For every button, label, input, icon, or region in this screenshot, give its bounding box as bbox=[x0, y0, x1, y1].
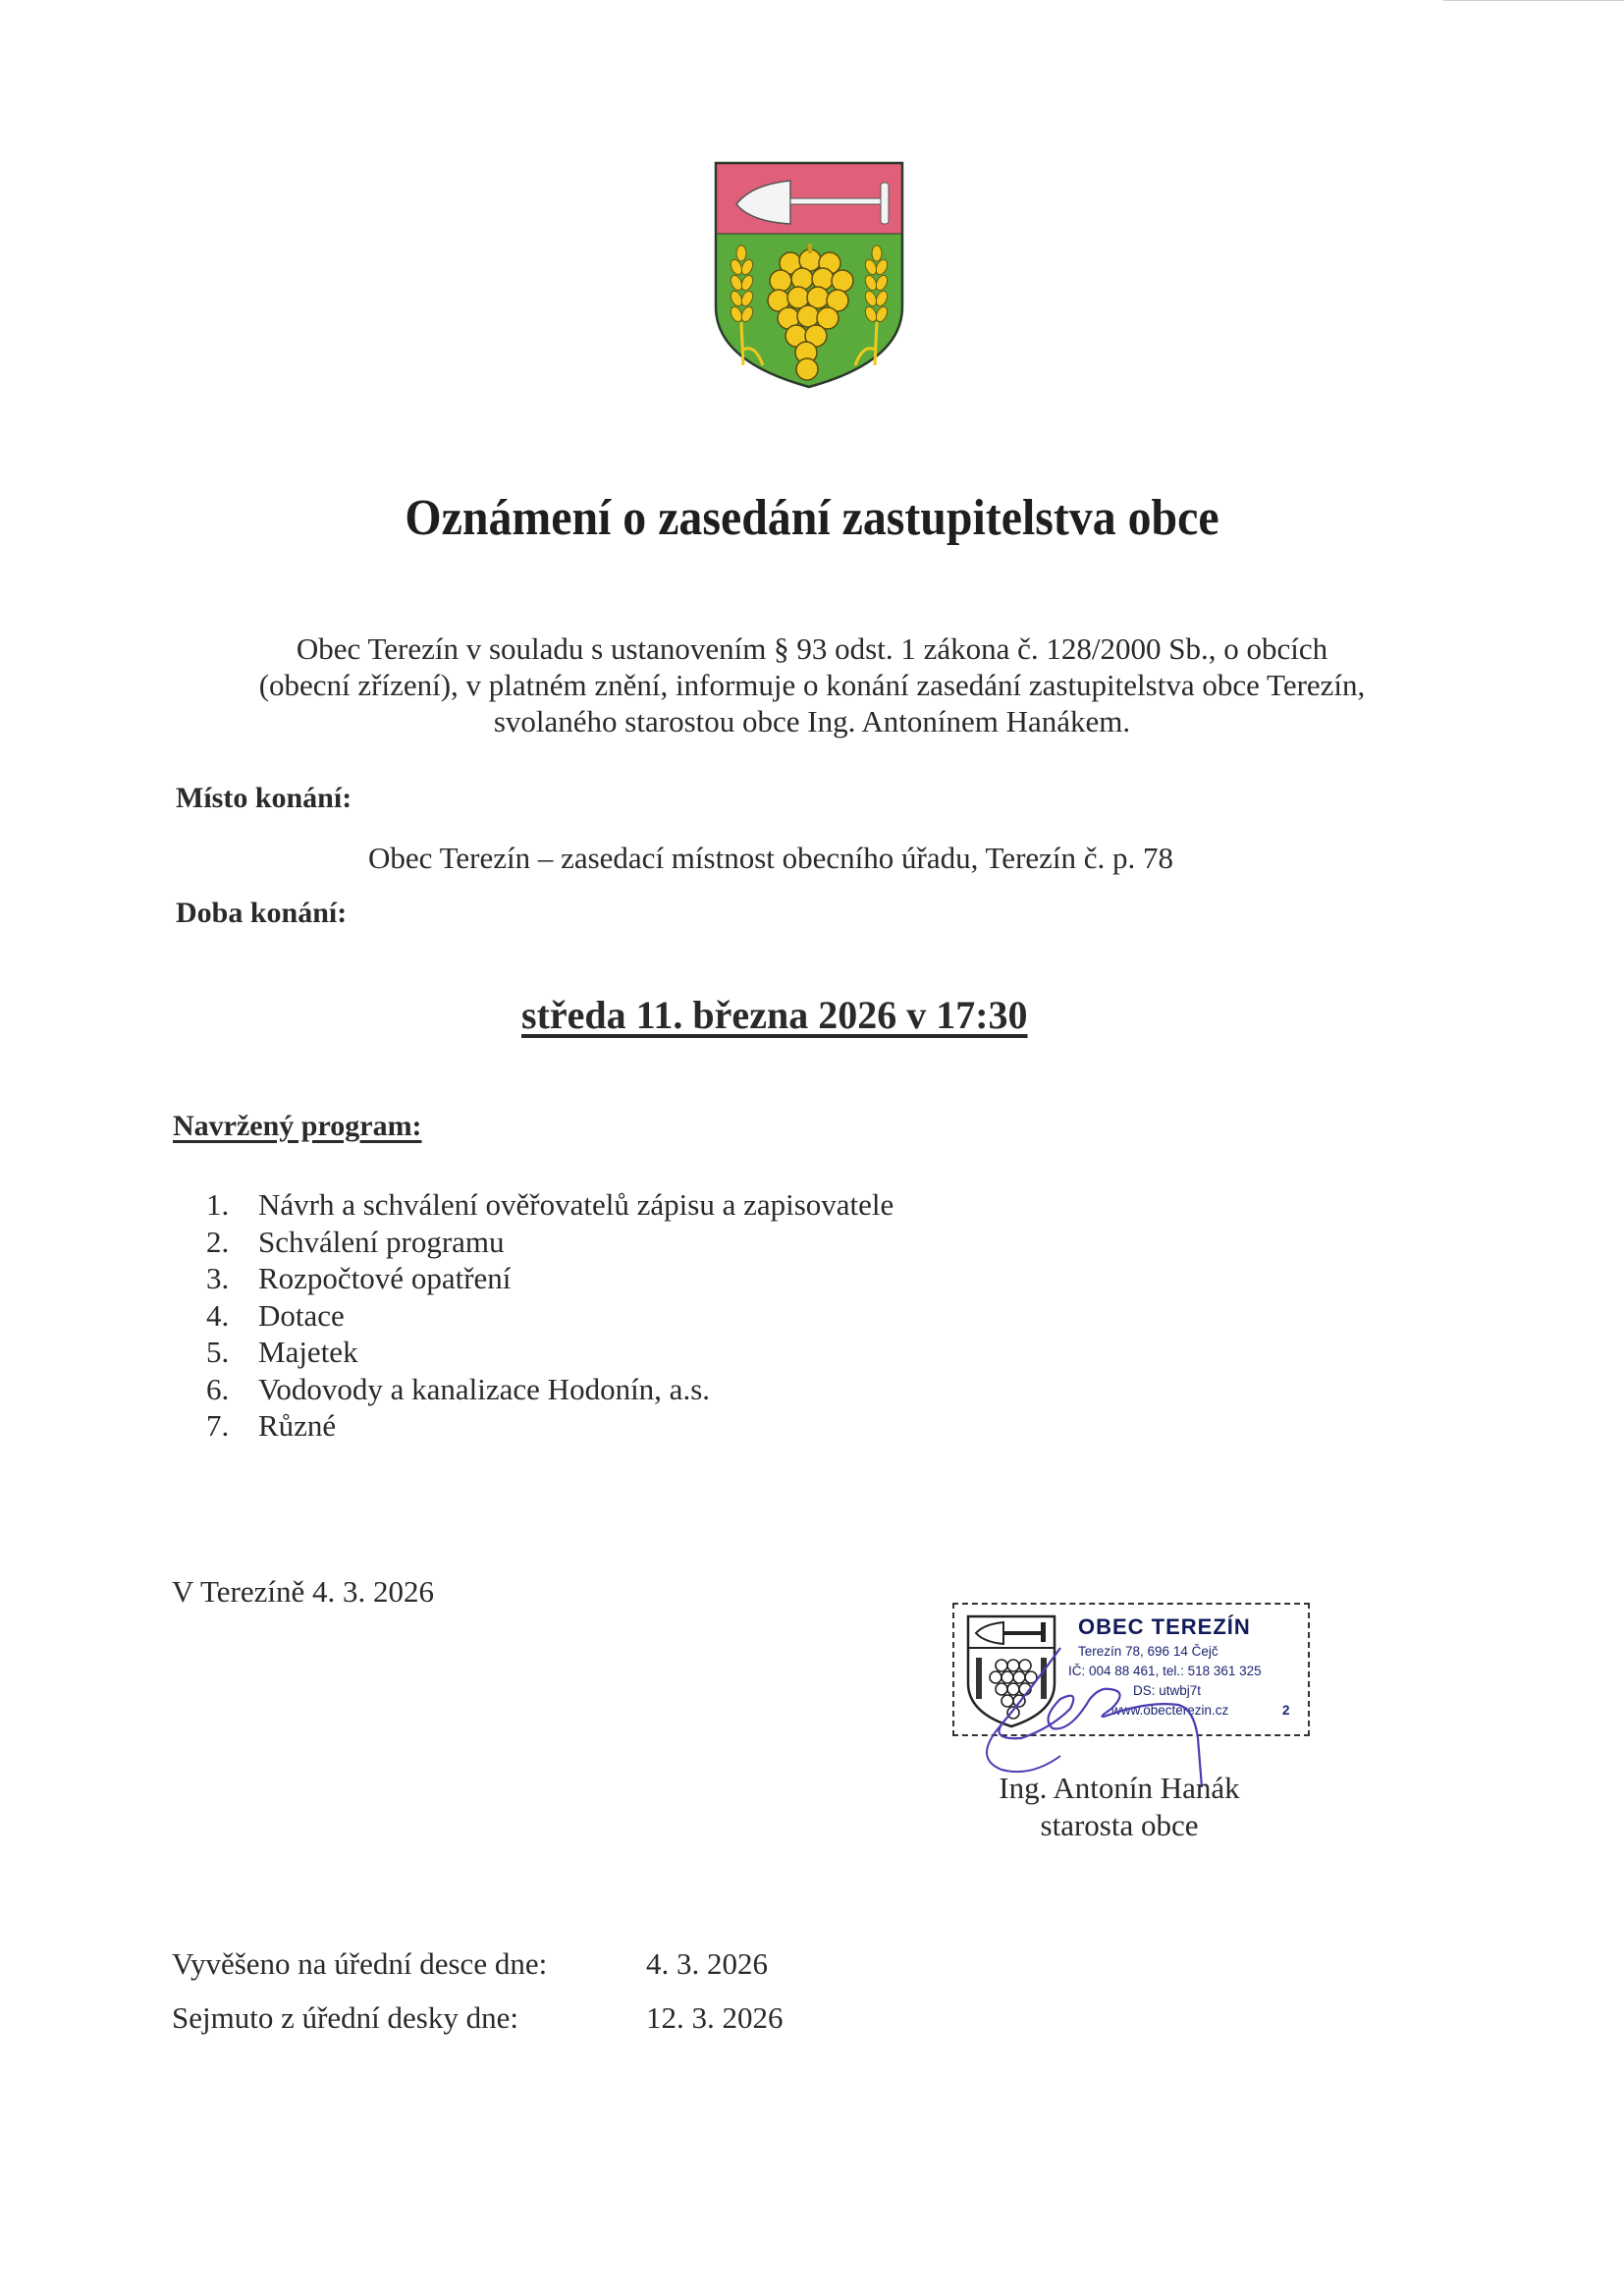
agenda-item: 7. Různé bbox=[206, 1408, 337, 1443]
stamp-databox: DS: utwbj7t bbox=[1133, 1683, 1202, 1698]
intro-line: Obec Terezín v souladu s ustanovením § 93 odst. 1 zákona č. 128/2000 Sb., o obcích bbox=[296, 631, 1328, 666]
stamp-title: OBEC TEREZÍN bbox=[1078, 1614, 1251, 1639]
signer-name: Ing. Antonín Hanák bbox=[999, 1771, 1240, 1805]
removed-date: 12. 3. 2026 bbox=[646, 2000, 784, 2035]
posted-label: Vyvěšeno na úřední desce dne: bbox=[172, 1946, 548, 1981]
agenda-item: 6. Vodovody a kanalizace Hodonín, a.s. bbox=[206, 1371, 711, 1406]
posted-date: 4. 3. 2026 bbox=[646, 1946, 768, 1981]
place-value: Obec Terezín – zasedací místnost obecního úřadu, Terezín č. p. 78 bbox=[368, 841, 1174, 875]
signer-role: starosta obce bbox=[1040, 1808, 1199, 1842]
intro-line: (obecní zřízení), v platném znění, informuje o konání zasedání zastupitelstva obce Terezín, bbox=[258, 668, 1366, 702]
time-label: Doba konání: bbox=[176, 897, 348, 929]
program-heading: Navržený program: bbox=[173, 1110, 422, 1142]
stamp-address: Terezín 78, 696 14 Čejč bbox=[1078, 1644, 1218, 1659]
place-and-date: V Terezíně 4. 3. 2026 bbox=[172, 1574, 435, 1609]
stamp-website: www.obecterezin.cz bbox=[1111, 1703, 1229, 1718]
removed-label: Sejmuto z úřední desky dne: bbox=[172, 2000, 518, 2035]
coat-of-arms-icon bbox=[712, 159, 906, 391]
document-title: Oznámení o zasedání zastupitelstva obce bbox=[405, 490, 1219, 546]
signer-block bbox=[992, 1770, 1247, 1844]
agenda-item: 2. Schválení programu bbox=[206, 1224, 505, 1259]
scan-edge-line bbox=[1443, 0, 1624, 1]
agenda-item: 3. Rozpočtové opatření bbox=[206, 1261, 512, 1295]
place-label: Místo konání: bbox=[176, 782, 352, 814]
signature bbox=[962, 1630, 1257, 1787]
meeting-datetime: středa 11. března 2026 v 17:30 bbox=[521, 993, 1028, 1037]
stamp-number: 2 bbox=[1282, 1703, 1290, 1718]
agenda-item: 1. Návrh a schválení ověřovatelů zápisu a zapisovatele bbox=[206, 1187, 894, 1222]
stamp-ids: IČ: 004 88 461, tel.: 518 361 325 bbox=[1068, 1664, 1262, 1678]
intro-paragraph bbox=[0, 630, 1624, 739]
intro-line: svolaného starostou obce Ing. Antonínem Hanákem. bbox=[493, 704, 1131, 738]
agenda-item: 4. Dotace bbox=[206, 1297, 345, 1333]
agenda-item: 5. Majetek bbox=[206, 1335, 358, 1369]
agenda-list bbox=[206, 1186, 893, 1445]
